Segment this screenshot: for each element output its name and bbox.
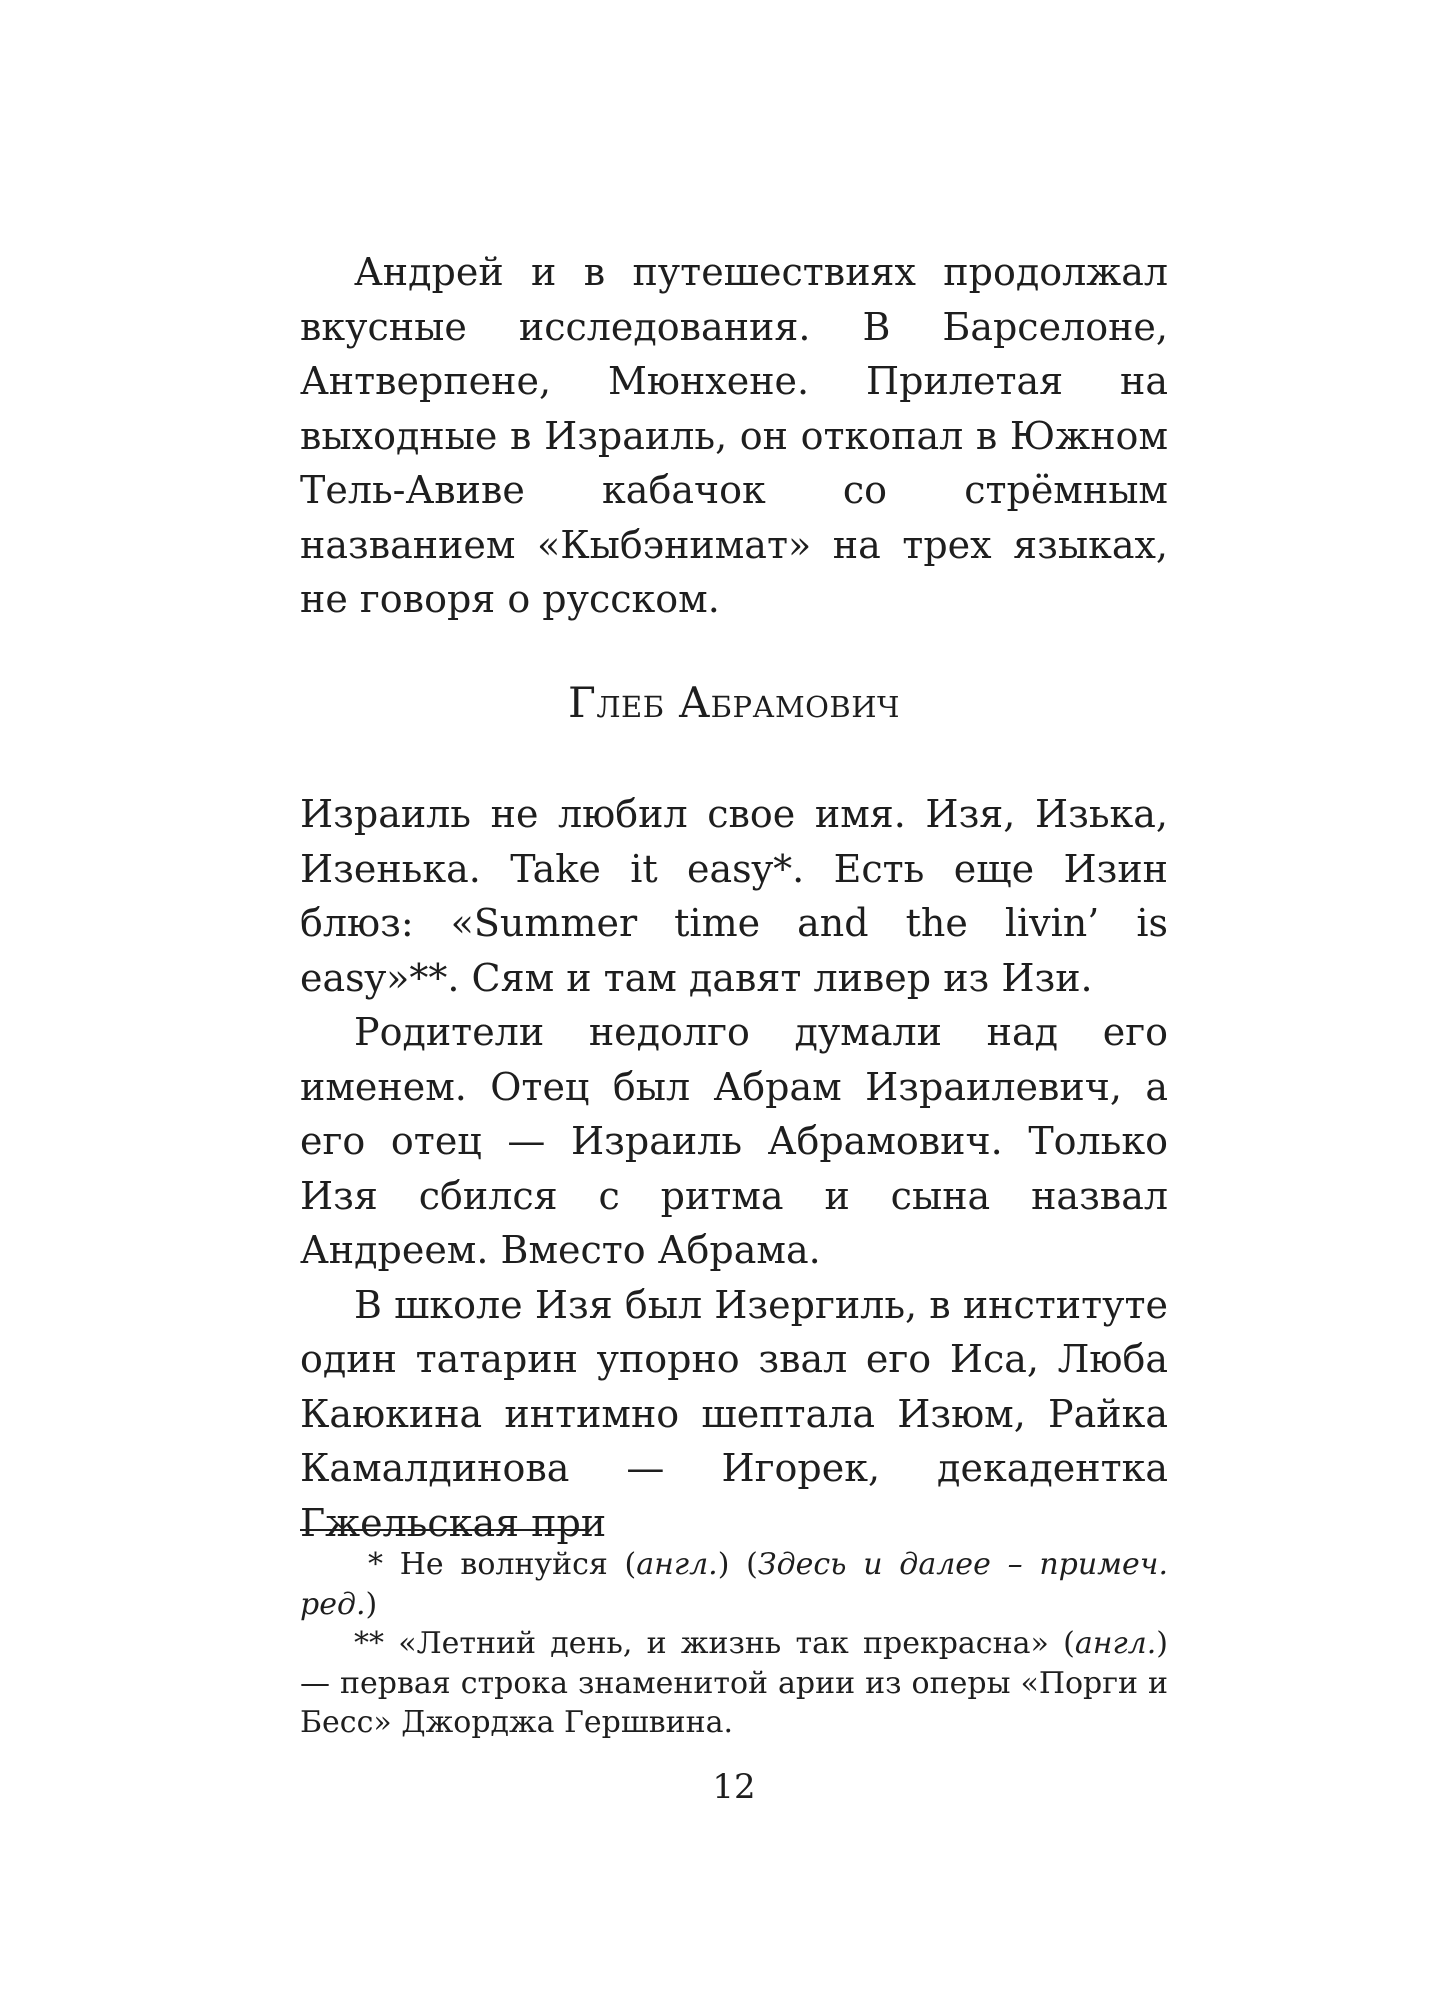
chapter-text-block xyxy=(300,787,1168,1550)
footnote-1-text-3: ) xyxy=(365,1586,378,1622)
footnote-1-text-2: ) ( xyxy=(717,1547,758,1582)
chapter-paragraph-3: В школе Изя был Изергиль, в институте один татарин упорно звал его Иса, Люба Каюкина интимно шептала Изюм, Райка Камалдинова — Игорек, декадентка Гжельская при xyxy=(300,1282,1168,1545)
footnote-1 xyxy=(300,1545,1168,1624)
book-page xyxy=(300,0,1168,2000)
chapter-paragraph-2: Родители недолго думали над его именем. Отец был Абрам Израилевич, а его отец — Израиль Абрамович. Только Изя сбился с ритма и сына назвал Андреем. Вместо Абрама. xyxy=(300,1010,1168,1272)
footnote-2-mark: ** xyxy=(354,1626,399,1661)
footnote-2 xyxy=(300,1624,1168,1743)
intro-paragraph: Андрей и в путешествиях продолжал вкусные исследования. В Барселоне, Антверпене, Мюнхене. Прилетая на выходные в Израиль, он откопал в Южном Тель-Авиве кабачок со стрёмным названием «Кыбэнимат» на трех языках, не говоря о русском. xyxy=(300,250,1168,621)
intro-text-block xyxy=(300,245,1168,627)
chapter-heading: Глеб Абрамович xyxy=(568,678,900,727)
footnote-separator xyxy=(300,1529,590,1531)
footnotes xyxy=(300,1545,1168,1743)
footnote-2-italic-1: англ. xyxy=(1074,1626,1157,1661)
footnote-1-mark: * xyxy=(368,1547,400,1582)
page-number: 12 xyxy=(712,1767,756,1807)
chapter-paragraph-1: Израиль не любил свое имя. Изя, Изька, Изенька. Take it easy*. Есть еще Изин блюз: «Summer time and the livin’ is easy»**. Сям и там давят ливер из Изи. xyxy=(300,792,1168,1000)
footnote-1-italic-2: Здесь и далее – примеч. ред. xyxy=(300,1547,1168,1622)
footnote-2-text-2: ) — первая строка знаменитой арии из оперы «Порги и Бесс» Джорджа Гершвина. xyxy=(300,1626,1168,1740)
footnote-2-text-1: «Летний день, и жизнь так прекрасна» ( xyxy=(398,1626,1075,1661)
footnote-1-text-1: Не волнуйся ( xyxy=(399,1547,637,1582)
footnote-1-italic-1: англ. xyxy=(636,1547,718,1582)
